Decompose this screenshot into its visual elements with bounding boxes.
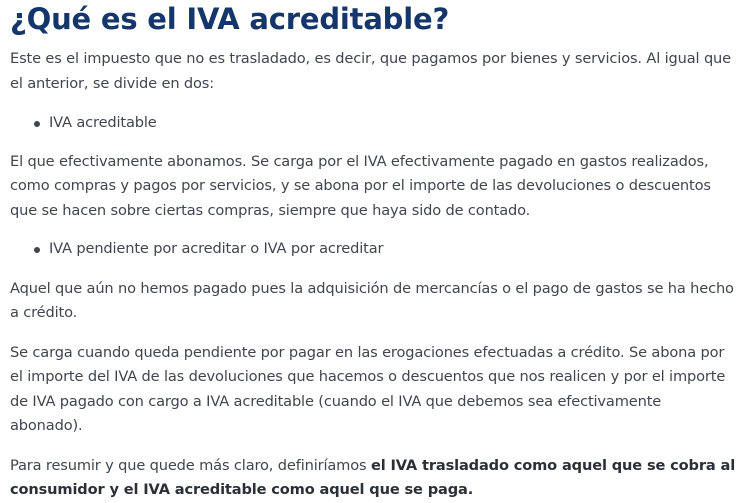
article-body [10, 0, 738, 503]
list-item-text: IVA acreditable [49, 114, 157, 131]
bullet-icon [34, 121, 40, 127]
bullet-list-2 [10, 237, 738, 262]
summary-paragraph [10, 454, 738, 503]
intro-paragraph: Este es el impuesto que no es trasladado, es decir, que pagamos por bienes y servicios. Al igual que el anterior, se divide en dos: [10, 50, 731, 92]
list-item [10, 237, 738, 262]
acreditable-paragraph: El que efectivamente abonamos. Se carga por el IVA efectivamente pagado en gastos realizados, como compras y pagos por servicios, y se abona por el importe de las devoluciones o descuentos que se hacen sobre ciertas compras, siempre que haya sido de contado. [10, 152, 711, 219]
pendiente-paragraph: Aquel que aún no hemos pagado pues la adquisición de mercancías o el pago de gastos se ha hecho a crédito. [10, 279, 734, 321]
cargo-paragraph: Se carga cuando queda pendiente por pagar en las erogaciones efectuadas a crédito. Se abona por el importe del IVA de las devoluciones que hacemos o descuentos que nos realicen y por el importe de IVA pagado con cargo a IVA acreditable (cuando el IVA que debemos sea efectivamente abonado). [10, 343, 726, 434]
bullet-list-1 [10, 111, 738, 136]
section-heading: ¿Qué es el IVA acreditable? [10, 2, 450, 36]
summary-bold-text: el IVA trasladado como aquel que se cobra al consumidor y el IVA acreditable como aquel que se paga. [10, 456, 736, 498]
list-item-text: IVA pendiente por acreditar o IVA por acreditar [49, 240, 384, 257]
list-item [10, 111, 738, 136]
bullet-icon [34, 247, 40, 253]
summary-text: Para resumir y que quede más claro, definiríamos [10, 456, 371, 474]
